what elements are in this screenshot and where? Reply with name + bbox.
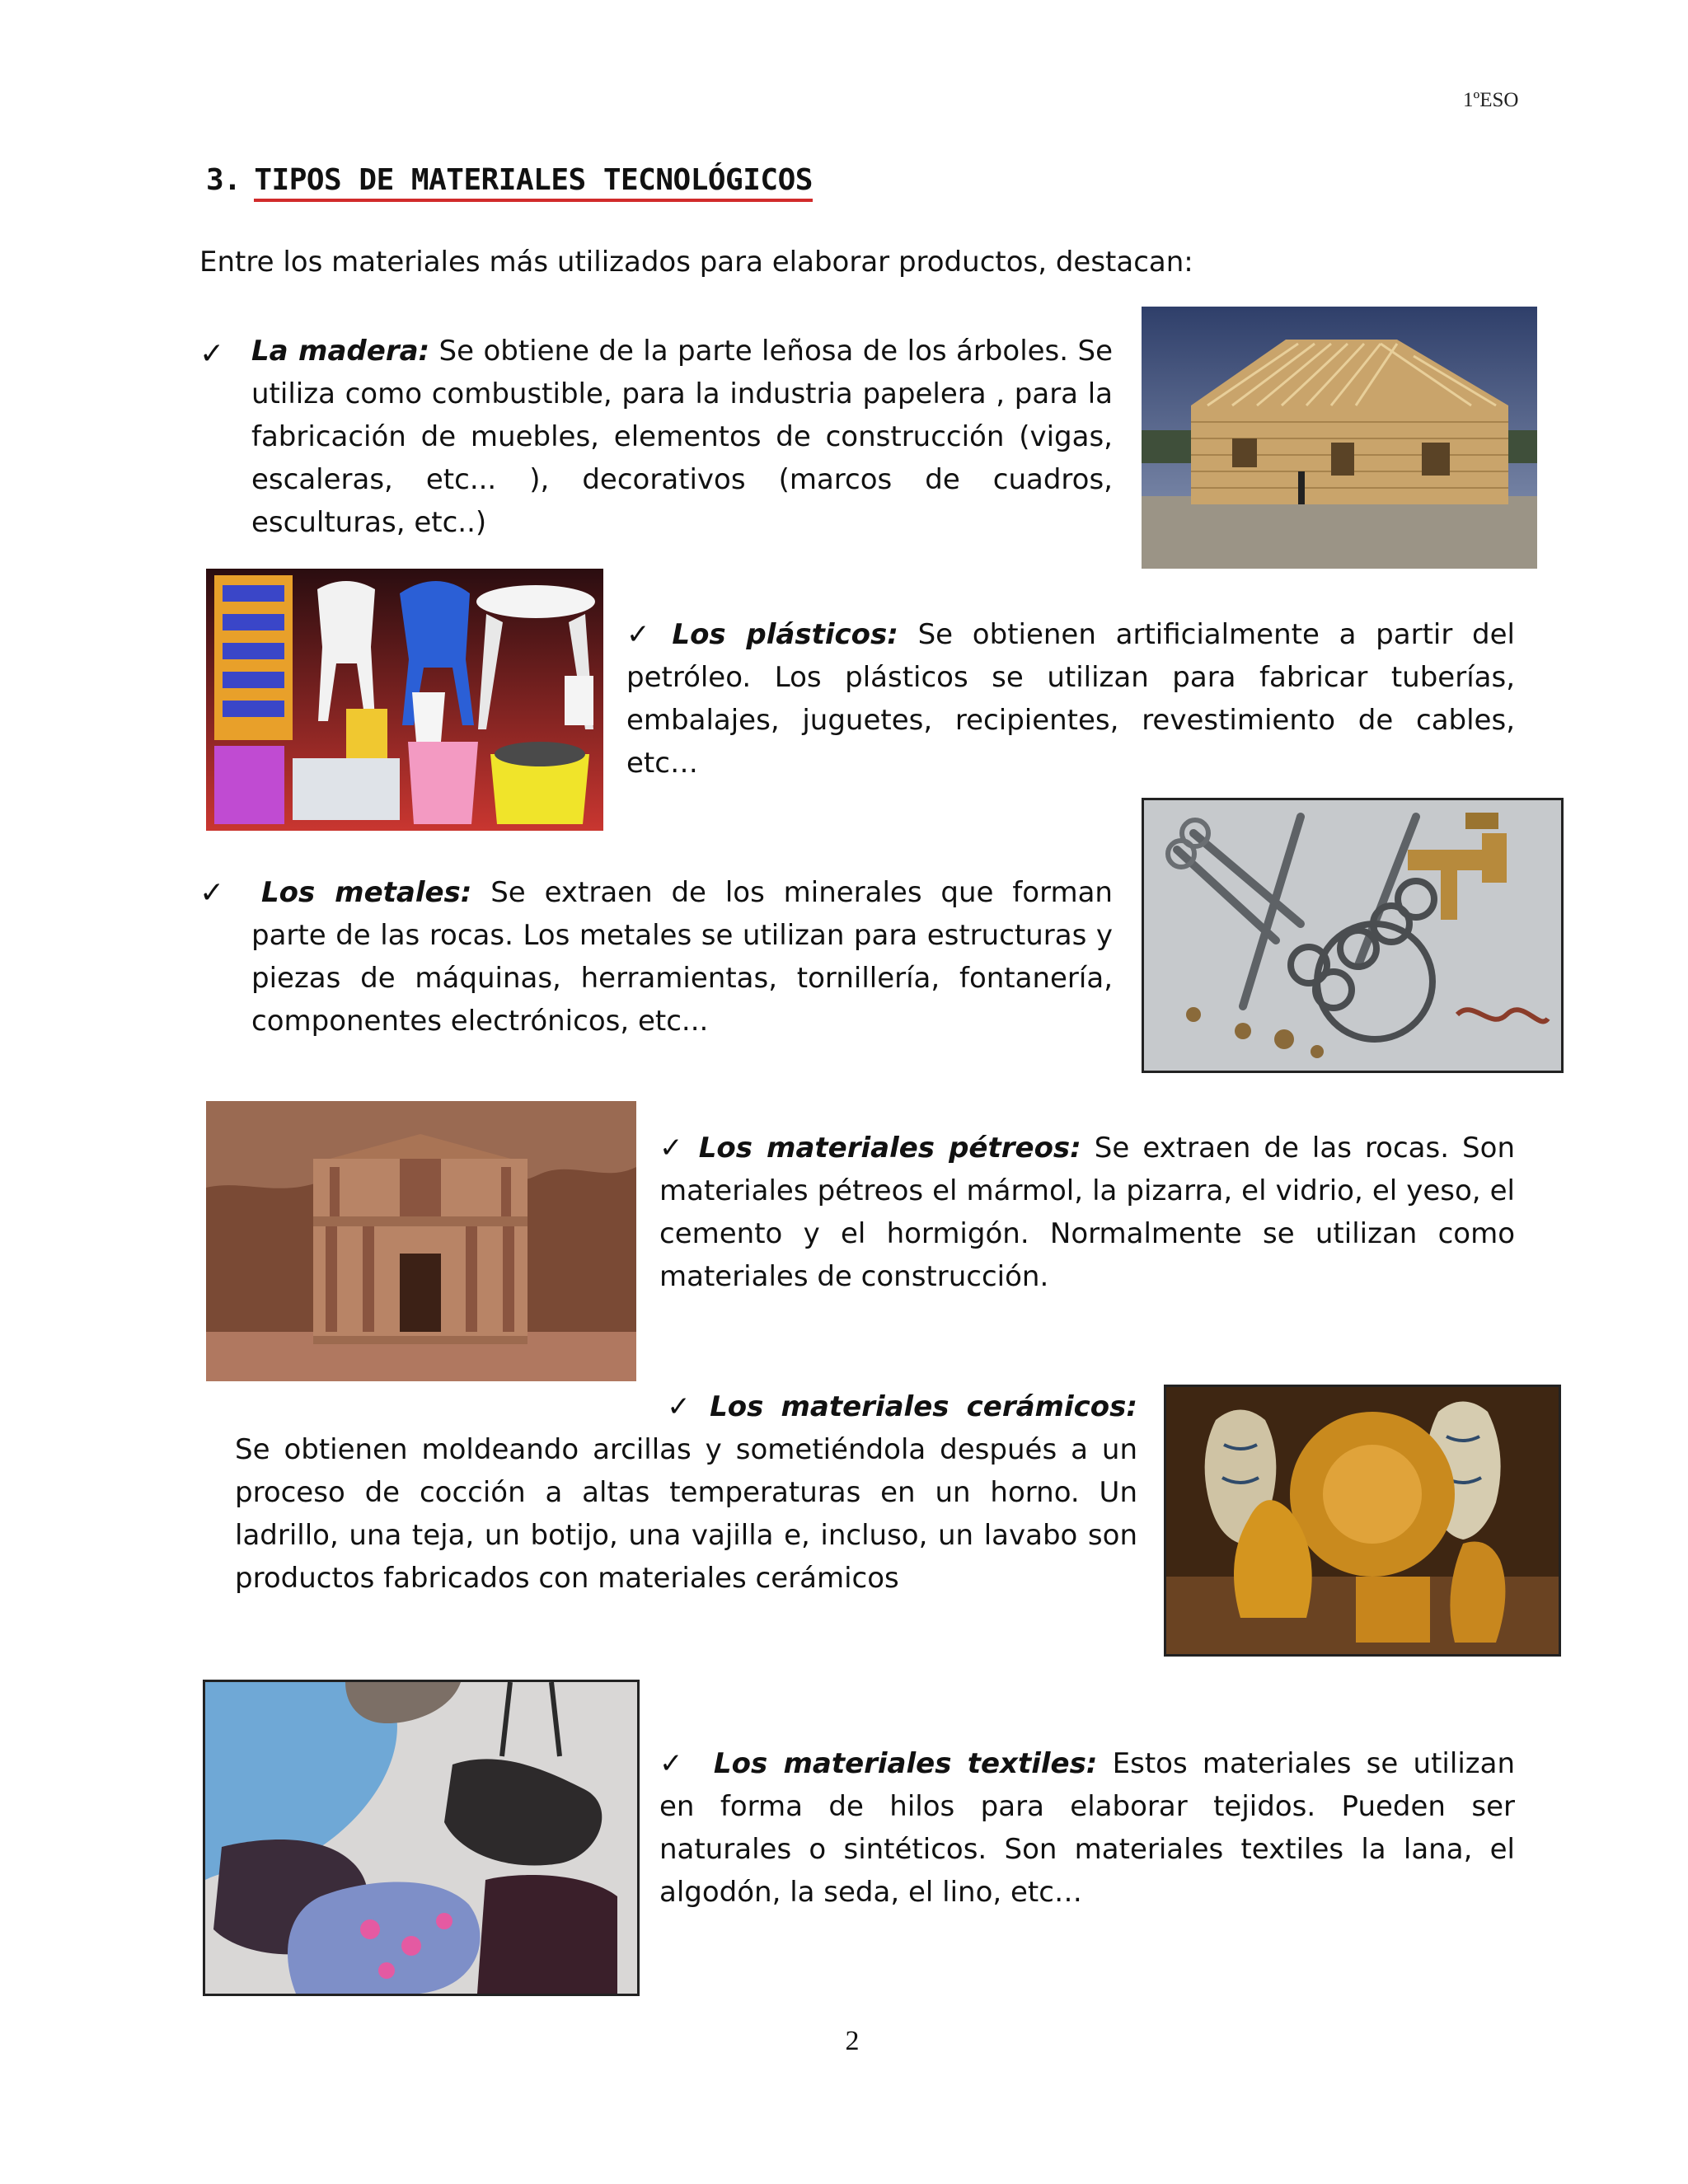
- checkmark-icon: ✓: [659, 1747, 689, 1780]
- intro-text: Entre los materiales más utilizados para elaborar productos, destacan:: [199, 246, 1193, 279]
- page-header-label: 1ºESO: [1463, 89, 1519, 111]
- checkmark-icon: ✓: [659, 1390, 699, 1423]
- item-madera-text: Se obtiene de la parte leñosa de los árboles. Se utiliza como combustible, para la industria papelera , para la fabricación de muebles, elementos de construcción (vigas, escaleras, etc... ), decorativos (marcos de cuadros, esculturas, etc..): [251, 335, 1113, 539]
- item-ceramicos: [235, 1385, 1137, 1600]
- checkmark-icon: ✓: [626, 618, 661, 651]
- item-plasticos-text: Se obtienen artificialmente a partir del petróleo. Los plásticos se utilizan para fabricar tuberías, embalajes, juguetes, recipientes, revestimiento de cables, etc…: [626, 618, 1515, 780]
- metal-tools-photo: [1142, 798, 1564, 1073]
- ceramic-pottery-photo: [1164, 1385, 1561, 1657]
- item-ceramicos-label: Los materiales cerámicos:: [710, 1390, 1137, 1423]
- section-number: 3.: [206, 163, 241, 197]
- item-petreos-label: Los materiales pétreos:: [698, 1132, 1081, 1165]
- item-textiles-text: Estos materiales se utilizan en forma de hilos para elaborar tejidos. Pueden ser naturales o sintéticos. Son materiales textiles la lana, el algodón, la seda, el lino, etc…: [659, 1747, 1515, 1909]
- page-number: 2: [845, 2026, 860, 2056]
- textiles-photo: [203, 1680, 640, 1996]
- item-metales: [251, 871, 1113, 1043]
- item-metales-label: Los metales:: [261, 876, 472, 909]
- item-ceramicos-text: Se obtienen moldeando arcillas y sometiéndola después a un proceso de cocción a altas temperaturas en un horno. Un ladrillo, una teja, un botijo, una vajilla e, incluso, un lavabo son productos fabricados con materiales cerámicos: [235, 1433, 1137, 1595]
- item-petreos: [659, 1127, 1515, 1298]
- checkmark-icon: ✓: [199, 337, 225, 371]
- item-textiles: [659, 1742, 1515, 1914]
- item-petreos-text: Se extraen de las rocas. Son materiales pétreos el mármol, la pizarra, el vidrio, el yeso, el cemento y el hormigón. Normalmente se utilizan como materiales de construcción.: [659, 1132, 1515, 1293]
- stone-temple-photo: [206, 1101, 636, 1381]
- item-madera: [251, 330, 1113, 544]
- item-plasticos-label: Los plásticos:: [672, 618, 898, 651]
- wooden-house-photo: [1142, 307, 1537, 569]
- checkmark-icon: ✓: [199, 876, 225, 910]
- item-textiles-label: Los materiales textiles:: [713, 1747, 1098, 1780]
- plastic-products-photo: [206, 569, 603, 831]
- item-madera-label: La madera:: [251, 335, 430, 368]
- checkmark-icon: ✓: [659, 1132, 687, 1165]
- item-plasticos: [626, 613, 1515, 785]
- item-metales-text: Se extraen de los minerales que forman parte de las rocas. Los metales se utilizan para estructuras y piezas de máquinas, herramientas, tornillería, fontanería, componentes electrónicos, etc...: [251, 876, 1113, 1038]
- section-title-text: TIPOS DE MATERIALES TECNOLÓGICOS: [254, 163, 813, 202]
- section-title: [206, 163, 813, 197]
